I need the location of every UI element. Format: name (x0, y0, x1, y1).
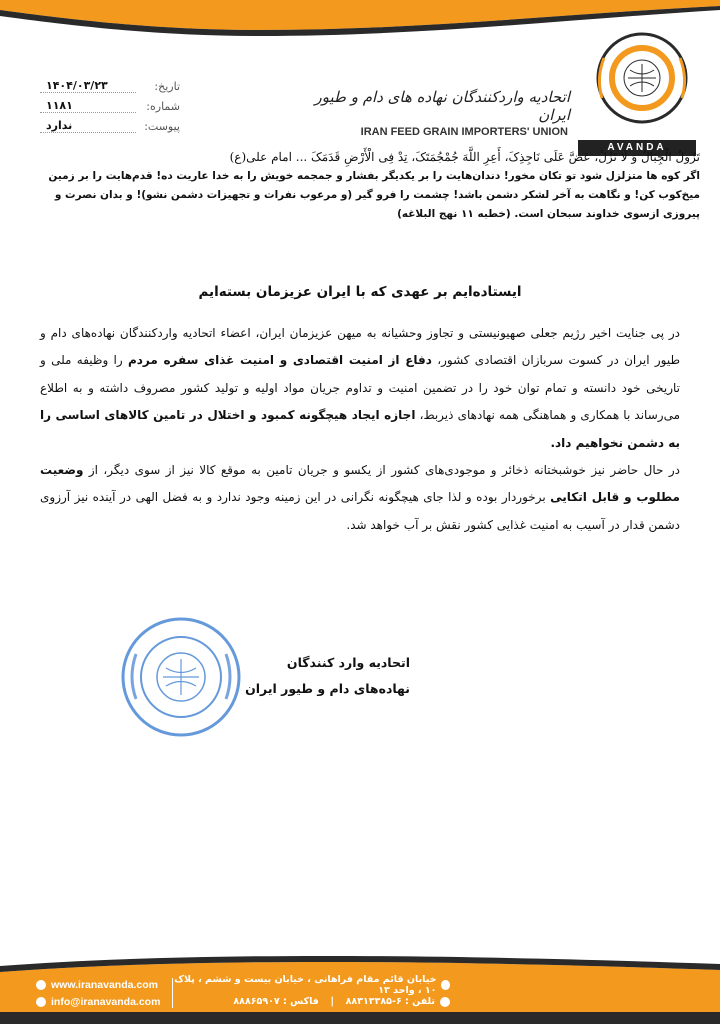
meta-number (40, 96, 180, 116)
footer-fax: فاکس : ۸۸۸۶۵۹۰۷ (233, 996, 319, 1007)
meta-date-label: تاریخ: (154, 79, 180, 93)
footer-address-row (160, 973, 450, 996)
footer-address: خیابان قائم مقام فراهانی ، خیابان بیست و ششم ، پلاک ۱۰ ، واحد ۱۳ (174, 973, 437, 996)
body-p1-text-c: را وظیفه ملی و تاریخی خود دانسته و تمام توان خود را در تضمین امنیت و تداوم جریان مواد اولیه و تولید کشور مصروف داشته و به اطلاع می‌رساند با همکاری و هماهنگی همه نهادهای ذیربط، (40, 353, 680, 423)
meta-date (40, 76, 180, 96)
footer-website[interactable]: www.iranavanda.com (51, 978, 158, 991)
footer-website-row (36, 976, 160, 993)
globe-icon (36, 980, 46, 990)
body-p1-bold-b: دفاع از امنیت اقتصادی و امنیت غذای سفره مردم (127, 353, 432, 368)
phone-icon (440, 997, 450, 1007)
brand-name-en: IRAN FEED GRAIN IMPORTERS' UNION (360, 126, 568, 138)
footer-email-row (36, 993, 160, 1010)
meta-attachment-label: پیوست: (144, 119, 180, 133)
meta-number-label: شماره: (146, 99, 180, 113)
body-p1-bold-d: اجازه ایجاد هیچگونه کمبود و اختلال در تامین کالاهای اساسی را به دشمن نخواهیم داد. (40, 408, 680, 450)
union-logo (582, 28, 702, 153)
footer-email[interactable]: info@iranavanda.com (51, 995, 161, 1008)
footer-contacts-web (36, 976, 160, 1010)
footer-address-block (160, 973, 450, 1010)
body-p2-text-a: در حال حاضر نیز خوشبختانه ذخائر و موجودی‌های کشور از یکسو و جریان تامین به موقع کالا نیز از سوی دیگر، از (83, 463, 680, 478)
body-p1-text-a: در پی جنایت اخیر رژیم جعلی صهیونیستی و تجاوز وحشیانه به میهن عزیزمان ایران، اعضاء اتحادیه واردکنندگان نهاده‌های دام و طیور ایران در کسوت سربازان اقتصادی کشور، (40, 326, 681, 368)
meta-attachment-value: ندارد (40, 119, 136, 133)
official-stamp (118, 614, 244, 740)
quote-arabic: تَزُولُ الْجِبَالُ وَ لَا تَزُلْ، عَضَّ عَلَی نَاجِذِکَ، أَعِرِ اللَّهَ جُمْجُمَتَکَ، تِدْ فِی الْأَرْضِ قَدَمَکَ ... امام علی(ع) (229, 150, 700, 164)
body-p2-text-c: برخوردار بوده و لذا جای هیچگونه نگرانی در این زمینه وجود ندارد و به فضل الهی در آینده نیز آرزوی دشمن قدار در آسیب به امنیت غذایی کشور نقش بر آب خواهد شد. (40, 490, 680, 532)
footer-phone-row: تلفن : ۶-۸۸۳۱۳۳۸۵ | فاکس : ۸۸۸۶۵۹۰۷ (160, 993, 450, 1010)
quote-persian: اگر کوه ها متزلزل شود تو تکان مخور! دندان‌هایت را بر یکدیگر بفشار و جمجمه خویش را به خدا عاریت ده! قدم‌هایت را بر زمین میخ‌کوب کن! و نگاهت به آخر لشکر دشمن باشد! چشمت را فرو گیر (و مرعوب نفرات و تجهیزات دشمن نشو)! و بدان نصرت و پیروزی ازسوی خداوند سبحان است. (خطبه ۱۱ نهج البلاغه) (48, 170, 700, 220)
body-paragraph-2 (40, 457, 680, 539)
letter-heading: ایستاده‌ایم بر عهدی که با ایران عزیزمان بسته‌ایم (198, 284, 522, 300)
signature-block (230, 650, 410, 702)
logo-plate: AVANDA (578, 140, 696, 156)
body-paragraph-1 (40, 320, 680, 457)
meta-attachment (40, 116, 180, 136)
brand-name-fa: اتحادیه واردکنندگان نهاده های دام و طیور ایران (314, 88, 570, 124)
quote-block (20, 148, 700, 224)
footer-phone: تلفن : ۶-۸۸۳۱۳۳۸۵ (345, 996, 435, 1007)
letter-meta (40, 76, 180, 136)
meta-number-value: ۱۱۸۱ (40, 99, 136, 113)
body-p2-bold-b: وضعیت مطلوب و قابل اتکایی (40, 463, 680, 505)
signature-line-1: اتحادیه وارد کنندگان (286, 655, 410, 670)
location-icon (441, 980, 450, 990)
meta-date-value: ۱۴۰۴/۰۳/۲۳ (40, 79, 136, 93)
letter-body (40, 320, 680, 539)
mail-icon (36, 997, 46, 1007)
signature-line-2: نهاده‌های دام و طیور ایران (245, 681, 410, 696)
